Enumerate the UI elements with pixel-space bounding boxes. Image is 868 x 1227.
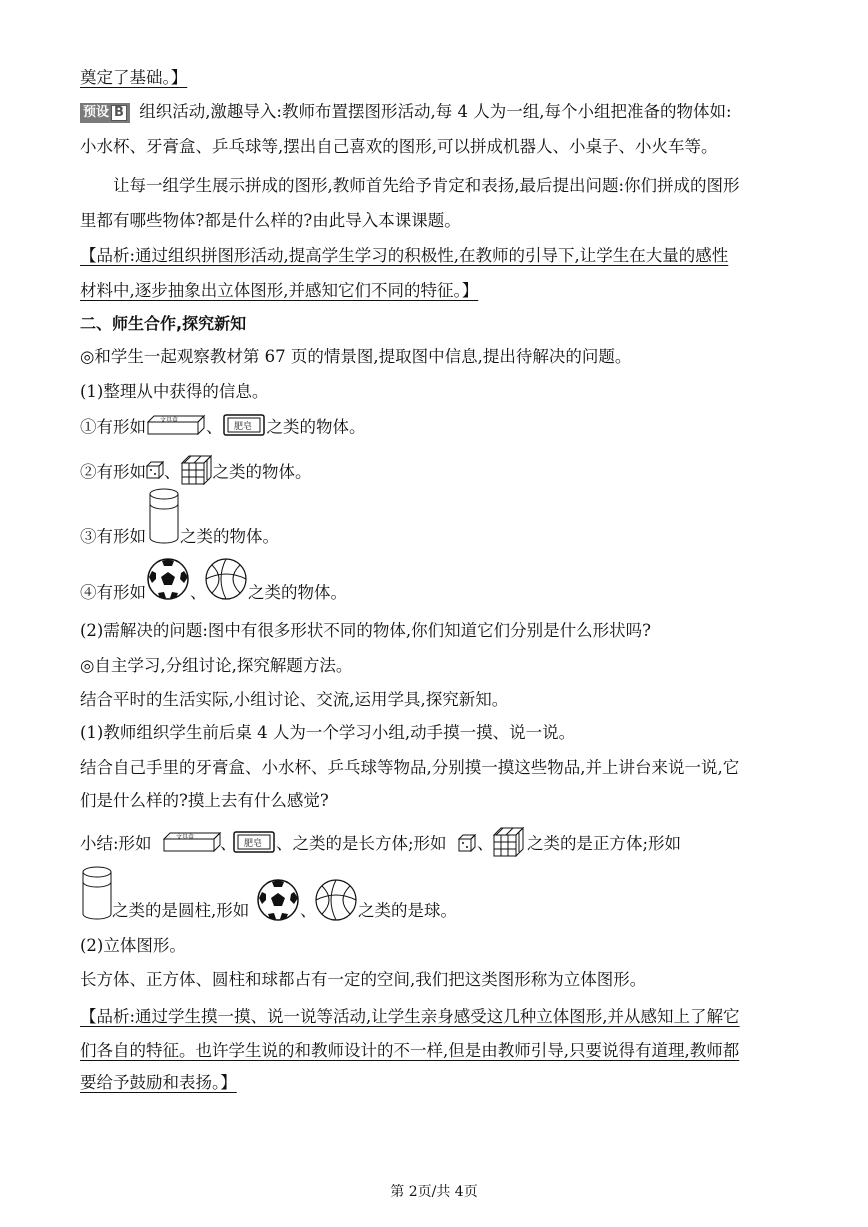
text-line: 小水杯、牙膏盒、乒乓球等,摆出自己喜欢的图形,可以拼成机器人、小桌子、小火车等。	[80, 137, 718, 156]
text-line: 组织活动,激趣导入:教师布置摆图形活动,每 4 人为一组,每个小组把准备的物体如:	[139, 102, 732, 121]
item-suffix: 之类的物体。	[248, 583, 347, 602]
text-line: 结合自己手里的牙膏盒、小水杯、乒乓球等物品,分别摸一摸这些物品,并上讲台来说一说,它	[80, 758, 740, 777]
summary-text: 之类的是球。	[358, 901, 457, 920]
soap-label: 肥皂	[244, 839, 263, 849]
item-prefix: ②有形如	[80, 462, 146, 482]
soccer-ball-icon	[256, 878, 300, 928]
cylinder-can-icon	[146, 488, 182, 552]
pencil-box-icon	[146, 414, 206, 442]
item-suffix: 之类的物体。	[212, 462, 312, 482]
separator: 、	[164, 462, 181, 482]
text-line: ◎自主学习,分组讨论,探究解题方法。	[80, 656, 353, 675]
item-cube	[80, 455, 790, 491]
cylinder-can-icon	[80, 866, 114, 928]
pencil-box-label: 文具盒	[176, 834, 195, 841]
pencil-box-icon	[162, 831, 222, 859]
separator: 、	[206, 417, 223, 437]
text-line: 里都有哪些物体?都是什么样的?由此导入本课课题。	[80, 211, 461, 230]
basketball-icon	[314, 878, 358, 928]
preset-tag	[80, 103, 130, 123]
text-line: 让每一组学生展示拼成的图形,教师首先给予肯定和表扬,最后提出问题:你们拼成的图形	[113, 176, 740, 195]
item-sphere	[80, 557, 790, 601]
preset-paragraph	[80, 101, 790, 123]
dice-icon	[146, 460, 164, 486]
preset-tag-letter: B	[111, 105, 127, 121]
preset-tag-label: 预设	[83, 104, 110, 120]
item-cylinder	[80, 488, 790, 544]
summary-line	[80, 827, 790, 861]
summary-line-2	[80, 866, 790, 922]
summary-text: 之类的是圆柱,形如	[112, 901, 250, 920]
dice-icon	[458, 833, 476, 859]
item-suffix: 之类的物体。	[180, 527, 279, 546]
rubiks-cube-icon	[181, 455, 213, 491]
item-cuboid	[80, 413, 790, 443]
item-suffix: 之类的物体。	[266, 417, 366, 437]
soap-icon	[233, 830, 277, 860]
item-prefix: ①有形如	[80, 417, 146, 437]
rubiks-cube-icon	[493, 827, 525, 863]
section-heading: 二、师生合作,探究新知	[80, 314, 247, 333]
text-line: 结合平时的生活实际,小组讨论、交流,运用学具,探究新知。	[80, 690, 509, 709]
soccer-ball-icon	[146, 557, 190, 607]
analysis-line: 们各自的特征。也许学生说的和教师设计的不一样,但是由教师引导,只要说得有道理,教师都	[80, 1041, 740, 1060]
soap-label: 肥皂	[233, 422, 252, 432]
item-prefix: ④有形如	[80, 583, 146, 602]
separator: 、	[220, 834, 237, 853]
text-line: (1)整理从中获得的信息。	[80, 382, 269, 401]
item-prefix: ③有形如	[80, 527, 146, 546]
summary-prefix: 小结:形如	[80, 834, 152, 853]
pencil-box-label: 文具盒	[160, 417, 179, 424]
text-line: (2)需解决的问题:图中有很多形状不同的物体,你们知道它们分别是什么形状吗?	[80, 621, 652, 640]
text-line: 长方体、正方体、圆柱和球都占有一定的空间,我们把这类图形称为立体图形。	[80, 970, 647, 989]
text-line: 奠定了基础。】	[80, 68, 188, 87]
separator: 、	[477, 834, 494, 853]
text-line: ◎和学生一起观察教材第 67 页的情景图,提取图中信息,提出待解决的问题。	[80, 347, 632, 366]
separator: 、	[300, 901, 317, 920]
page-footer: 第 2页/共 4页	[390, 1184, 478, 1200]
summary-text: 、之类的是长方体;形如	[276, 834, 447, 853]
text-line: (2)立体图形。	[80, 936, 186, 955]
analysis-line: 要给予鼓励和表扬。】	[80, 1073, 237, 1092]
text-line: (1)教师组织学生前后桌 4 人为一个学习小组,动手摸一摸、说一说。	[80, 723, 576, 742]
analysis-line: 【品析:通过学生摸一摸、说一说等活动,让学生亲身感受这几种立体图形,并从感知上了解它	[80, 1007, 740, 1026]
soap-icon	[223, 413, 267, 443]
separator: 、	[190, 583, 207, 602]
analysis-line: 【品析:通过组织拼图形活动,提高学生学习的积极性,在教师的引导下,让学生在大量的感性	[80, 246, 729, 265]
basketball-icon	[204, 557, 248, 607]
text-line: 们是什么样的?摸上去有什么感觉?	[80, 791, 329, 810]
summary-text: 之类的是正方体;形如	[527, 834, 682, 853]
analysis-line: 材料中,逐步抽象出立体图形,并感知它们不同的特征。】	[80, 281, 479, 300]
